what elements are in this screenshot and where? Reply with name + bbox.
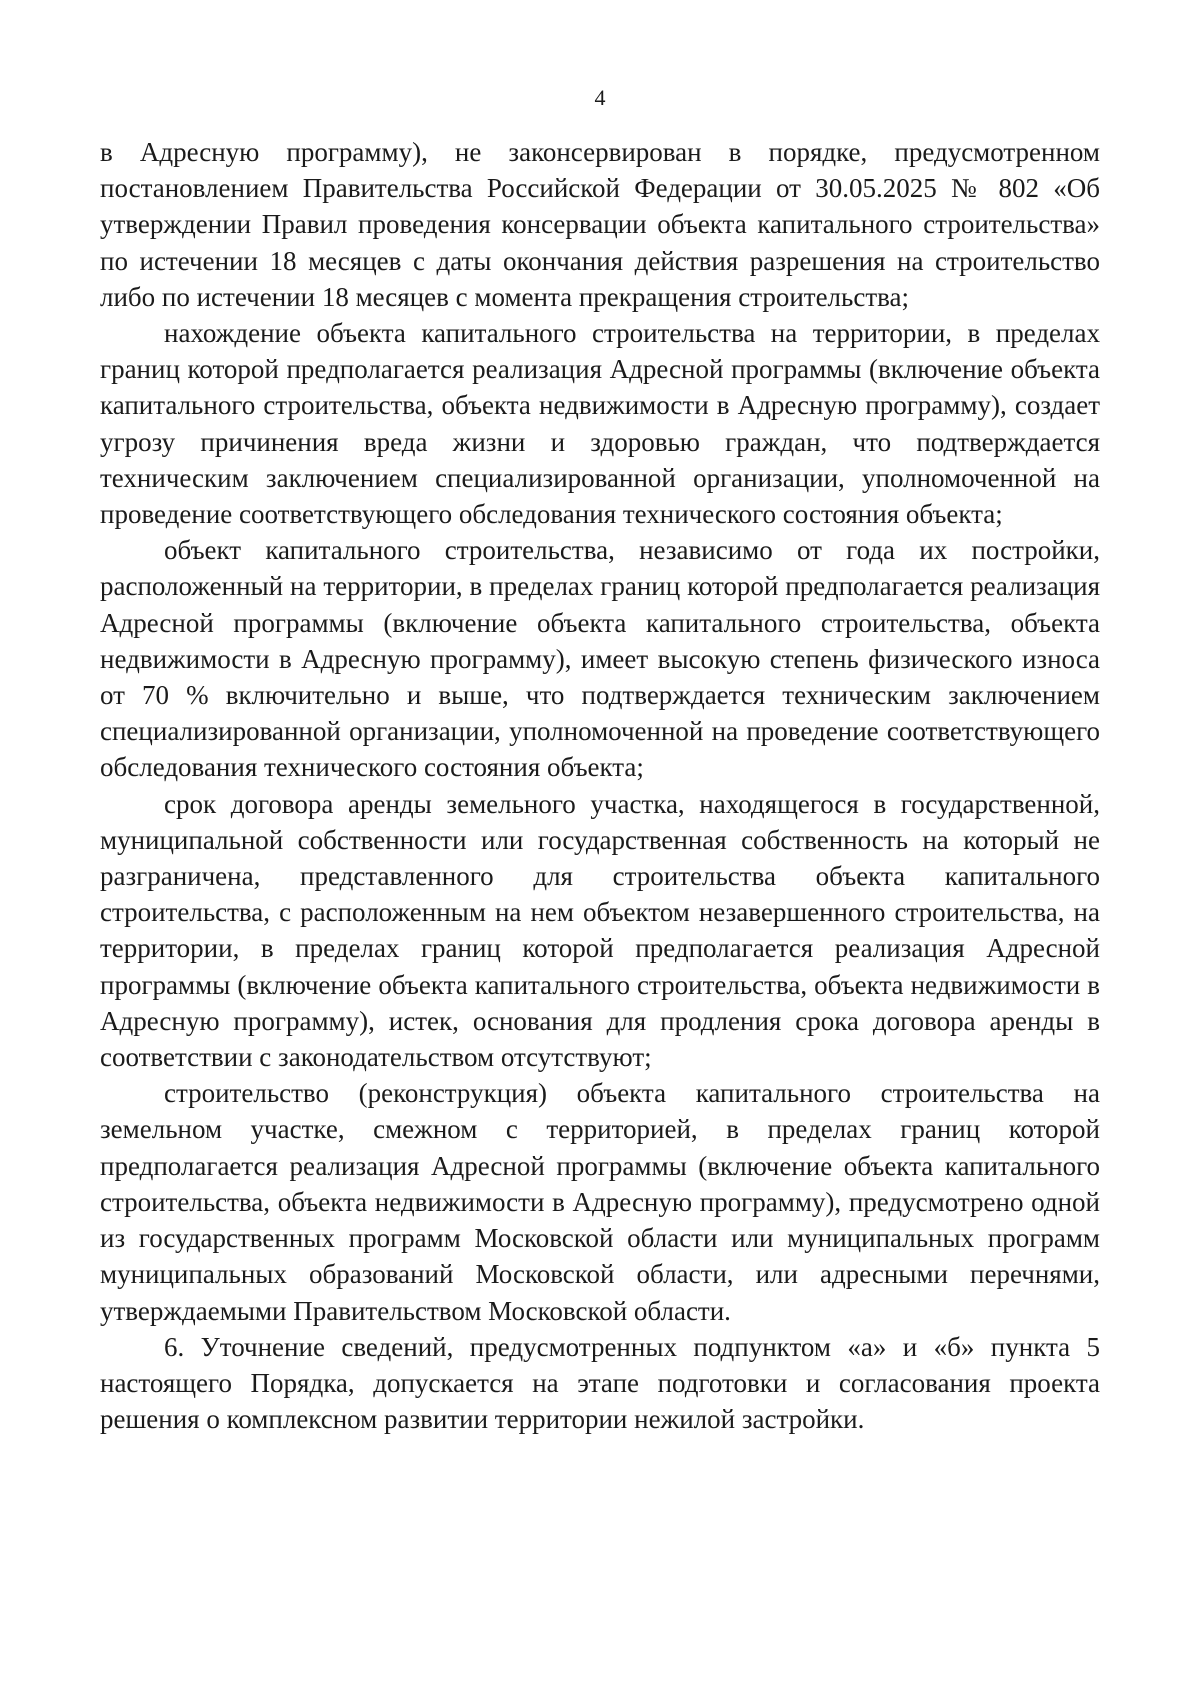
- page-number: 4: [594, 85, 606, 110]
- paragraph-physical-wear: объект капитального строительства, независимо от года их постройки, расположенный на территории, в пределах границ которой предполагается реализация Адресной программы (включение объекта капитального строительства, объекта недвижимости в Адресную программу), имеет высокую степень физического износа от 70 % включительно и выше, что подтверждается техническим заключением специализированной организации, уполномоченной на проведение соответствующего обследования технического состояния объекта;: [100, 535, 1100, 783]
- paragraph-adjacent-construction: строительство (реконструкция) объекта капитального строительства на земельном участке, смежном с территорией, в пределах границ которой предполагается реализация Адресной программы (включение объекта капитального строительства, объекта недвижимости в Адресную программу), предусмотрено одной из государственных программ Московской области или муниципальных программ муниципальных образований Московской области, или адресными перечнями, утверждаемыми Правительством Московской области.: [100, 1078, 1100, 1326]
- paragraph-lease-expired: срок договора аренды земельного участка, находящегося в государственной, муниципальной собственности или государственная собственность на который не разграничена, представленного для строительства объекта капитального строительства, с расположенным на нем объектом незавершенного строительства, на территории, в пределах границ которой предполагается реализация Адресной программы (включение объекта капитального строительства, объекта недвижимости в Адресную программу), истек, основания для продления срока договора аренды в соответствии с законодательством отсутствуют;: [100, 788, 1100, 1073]
- document-body: [100, 134, 1100, 1437]
- paragraph-threat-to-life: нахождение объекта капитального строительства на территории, в пределах границ которой предполагается реализация Адресной программы (включение объекта капитального строительства, объекта недвижимости в Адресную программу), создает угрозу причинения вреда жизни и здоровью граждан, что подтверждается техническим заключением специализированной организации, уполномоченной на проведение соответствующего обследования технического состояния объекта;: [100, 318, 1100, 530]
- paragraph-continuation: в Адресную программу), не законсервирован в порядке, предусмотренном постановлением Правительства Российской Федерации от 30.05.2025 № 802 «Об утверждении Правил проведения консервации объекта капитального строительства» по истечении 18 месяцев с даты окончания действия разрешения на строительство либо по истечении 18 месяцев с момента прекращения строительства;: [100, 137, 1100, 312]
- paragraph-item-6: 6. Уточнение сведений, предусмотренных подпунктом «а» и «б» пункта 5 настоящего Порядка, допускается на этапе подготовки и согласования проекта решения о комплексном развитии территории нежилой застройки.: [100, 1331, 1100, 1435]
